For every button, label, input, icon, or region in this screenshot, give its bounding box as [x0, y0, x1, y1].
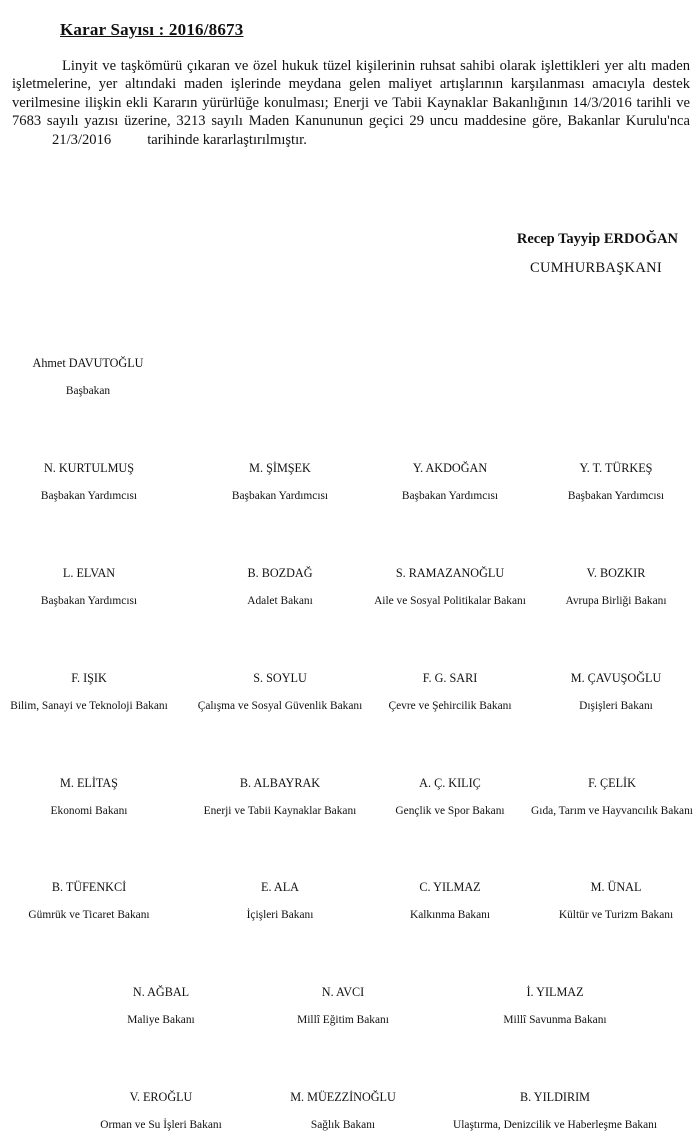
signatory-name: S. RAMAZANOĞLU	[395, 566, 505, 580]
signatory	[297, 985, 389, 1028]
signatory	[198, 671, 363, 714]
signatory-title: Başbakan Yardımcısı	[231, 490, 329, 502]
signatory-name: Y. T. TÜRKEŞ	[579, 461, 653, 475]
signatory-title: Çevre ve Şehircilik Bakanı	[388, 700, 512, 712]
signatory	[402, 461, 498, 504]
signatory-title: Başbakan Yardımcısı	[40, 595, 138, 607]
signatory-title: Çalışma ve Sosyal Güvenlik Bakanı	[197, 700, 363, 712]
decree-date: 21/3/2016	[52, 131, 112, 148]
signatory-name: M. ÜNAL	[590, 880, 642, 894]
signatory-name: C. YILMAZ	[419, 880, 481, 894]
signatory	[571, 671, 662, 714]
signatory	[290, 1090, 396, 1133]
signatory-name: Y. AKDOĞAN	[412, 461, 488, 475]
signatory-name: V. EROĞLU	[129, 1090, 193, 1104]
signatory-name: B. BOZDAĞ	[247, 566, 313, 580]
signatory-title: Millî Eğitim Bakanı	[297, 1014, 389, 1026]
signatory-name: V. BOZKIR	[586, 566, 646, 580]
decree-number-title: Karar Sayısı : 2016/8673	[60, 20, 244, 39]
signatory-title: Aile ve Sosyal Politikalar Bakanı	[374, 595, 526, 607]
signatory-name: B. YILDIRIM	[520, 1090, 590, 1104]
decree-body-ending: tarihinde kararlaştırılmıştır.	[147, 131, 307, 148]
signatory-name: L. ELVAN	[62, 566, 116, 580]
signatory-name: M. ÇAVUŞOĞLU	[570, 671, 662, 685]
signatory	[559, 880, 673, 923]
signatory-name: N. KURTULMUŞ	[43, 461, 134, 475]
signatory	[247, 566, 312, 609]
signatory	[127, 985, 194, 1028]
signatory-title: Kalkınma Bakanı	[409, 909, 491, 921]
signatory	[41, 566, 137, 609]
signatory-name: M. MÜEZZİNOĞLU	[290, 1090, 396, 1104]
signatory-title: Enerji ve Tabii Kaynaklar Bakanı	[203, 805, 357, 817]
signatory-title: Başbakan Yardımcısı	[40, 490, 138, 502]
signatory-name: F. G. SARI	[422, 671, 478, 685]
signatory	[531, 776, 693, 819]
signatory	[503, 985, 606, 1028]
signatory	[51, 776, 128, 819]
signatory-title: Ekonomi Bakanı	[50, 805, 128, 817]
signatory-title: Gıda, Tarım ve Hayvancılık Bakanı	[531, 805, 693, 817]
signatory-title: Dışişleri Bakanı	[579, 700, 653, 712]
signatory	[395, 776, 504, 819]
signatory-title: Kültür ve Turizm Bakanı	[558, 909, 674, 921]
signatory	[41, 461, 137, 504]
signatory-name: İ. YILMAZ	[526, 985, 584, 999]
president-name: Recep Tayyip ERDOĞAN	[516, 231, 678, 247]
signatory	[28, 880, 149, 923]
decree-body	[12, 57, 690, 149]
signatory-title: Maliye Bakanı	[127, 1014, 195, 1026]
signatory	[374, 566, 526, 609]
signatory-name: E. ALA	[261, 880, 299, 894]
signatory	[453, 1090, 657, 1133]
decree-body-text: Linyit ve taşkömürü çıkaran ve özel hukuk tüzel kişilerinin ruhsat sahibi olarak işlettikleri yer altı maden işletmelerine, yer altındaki maden işlerinde meydana gelen maliyet artışlarının karşılanması amacıyla destek verilmesine ilişkin ekli Kararın yürürlüğe konulması; Enerji ve Tabii Kaynaklar Bakanlığının 14/3/2016 tarihli ve 7683 sayılı yazısı üzerine, 3213 sayılı Maden Kanununun geçici 29 uncu maddesine göre, Bakanlar Kurulu'nca	[12, 58, 690, 130]
signatory	[388, 671, 511, 714]
signatory-name: M. ŞİMŞEK	[249, 461, 311, 475]
signatory-name: N. AVCI	[321, 985, 365, 999]
signatory-name: B. TÜFENKCİ	[51, 880, 127, 894]
signatory-title: Başbakan	[65, 385, 111, 397]
signatory-title: Sağlık Bakanı	[310, 1119, 376, 1131]
signatory-title: Başbakan Yardımcısı	[401, 490, 499, 502]
signatory-title: Ulaştırma, Denizcilik ve Haberleşme Bakanı	[452, 1119, 658, 1131]
signatory-name: B. ALBAYRAK	[239, 776, 321, 790]
signatory-name: M. ELİTAŞ	[60, 776, 118, 790]
signatory-name: N. AĞBAL	[132, 985, 190, 999]
signatory-name: F. ÇELİK	[588, 776, 636, 790]
signatory	[33, 356, 144, 399]
signatory-name: Ahmet DAVUTOĞLU	[32, 356, 144, 370]
signatory-title: Orman ve Su İşleri Bakanı	[100, 1119, 222, 1131]
signatory	[568, 461, 664, 504]
signatory	[410, 880, 490, 923]
president-title: CUMHURBAŞKANI	[530, 260, 662, 276]
signatory-title: Millî Savunma Bakanı	[503, 1014, 607, 1026]
signatory	[232, 461, 328, 504]
signatory-name: F. IŞIK	[71, 671, 107, 685]
signatory	[10, 671, 168, 714]
signatory-name: S. SOYLU	[253, 671, 307, 685]
signatory-title: Başbakan Yardımcısı	[567, 490, 665, 502]
signatory	[100, 1090, 221, 1133]
signatory-title: Adalet Bakanı	[247, 595, 313, 607]
signatory-title: Gençlik ve Spor Bakanı	[395, 805, 505, 817]
signatory-title: İçişleri Bakanı	[246, 909, 314, 921]
signatory-title: Gümrük ve Ticaret Bakanı	[28, 909, 150, 921]
signatory-name: A. Ç. KILIÇ	[419, 776, 481, 790]
signatory-title: Avrupa Birliği Bakanı	[565, 595, 667, 607]
signatory	[247, 880, 314, 923]
signatory	[204, 776, 357, 819]
signatory	[565, 566, 666, 609]
signatory-title: Bilim, Sanayi ve Teknoloji Bakanı	[10, 700, 168, 712]
